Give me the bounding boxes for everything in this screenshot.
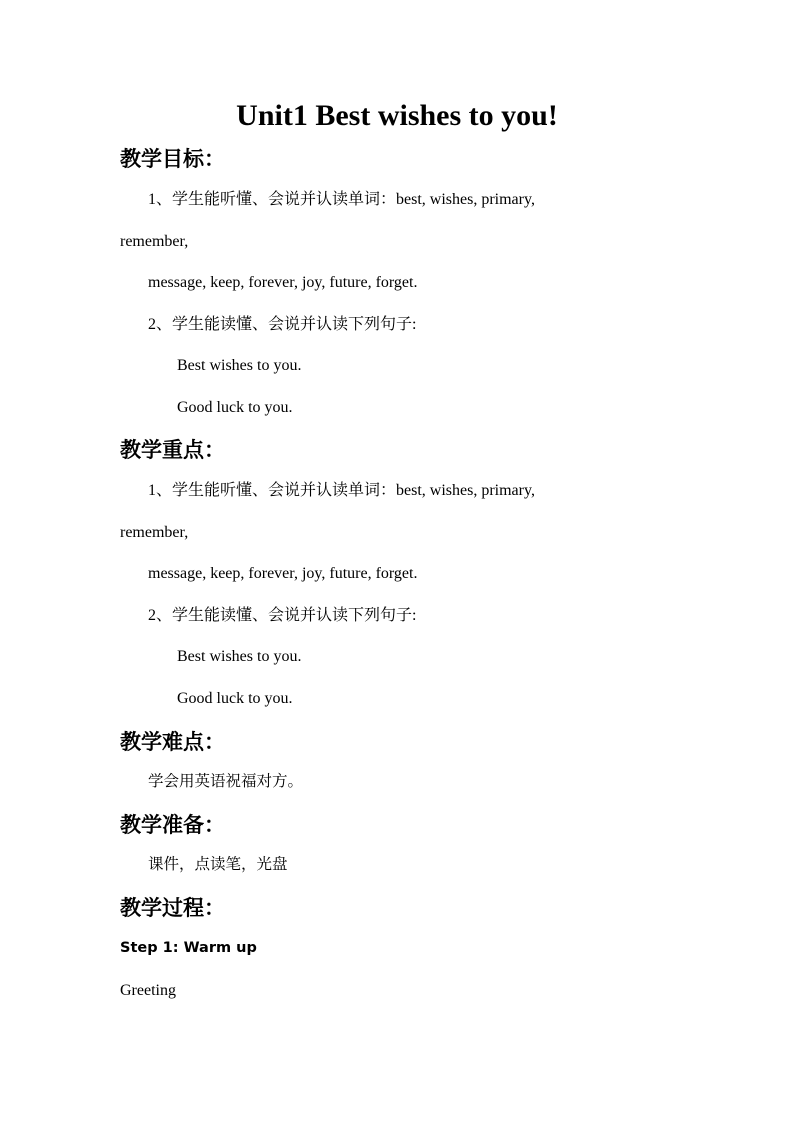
preparation-heading: 教学准备： [120,812,225,837]
objectives-sentence2: Good luck to you. [177,399,293,416]
key-points-item1-line2: remember, [120,524,189,541]
key-points-item1-line1: 1、学生能听懂、会说并认读单词：best, wishes, primary, [148,482,535,499]
step1-text: Greeting [120,982,176,999]
key-points-sentence2: Good luck to you. [177,690,293,707]
objectives-sentence1: Best wishes to you. [177,357,302,374]
preparation-text: 课件，点读笔，光盘 [148,855,288,873]
key-points-item1-line3: message, keep, forever, joy, future, forget. [148,565,418,582]
step1-heading: Step 1: Warm up [120,940,257,956]
key-points-item2: 2、学生能读懂、会说并认读下列句子: [148,607,417,624]
difficulties-text: 学会用英语祝福对方。 [148,772,304,790]
process-heading: 教学过程： [120,895,225,920]
objectives-heading: 教学目标： [120,146,225,171]
objectives-item1-line1: 1、学生能听懂、会说并认读单词：best, wishes, primary, [148,191,535,208]
key-points-sentence1: Best wishes to you. [177,648,302,665]
page-title: Unit1 Best wishes to you! [236,99,558,132]
objectives-item1-line2: remember, [120,233,189,250]
key-points-heading: 教学重点： [120,437,225,462]
objectives-item2: 2、学生能读懂、会说并认读下列句子: [148,316,417,333]
difficulties-heading: 教学难点： [120,729,225,754]
objectives-item1-line3: message, keep, forever, joy, future, forget. [148,274,418,291]
